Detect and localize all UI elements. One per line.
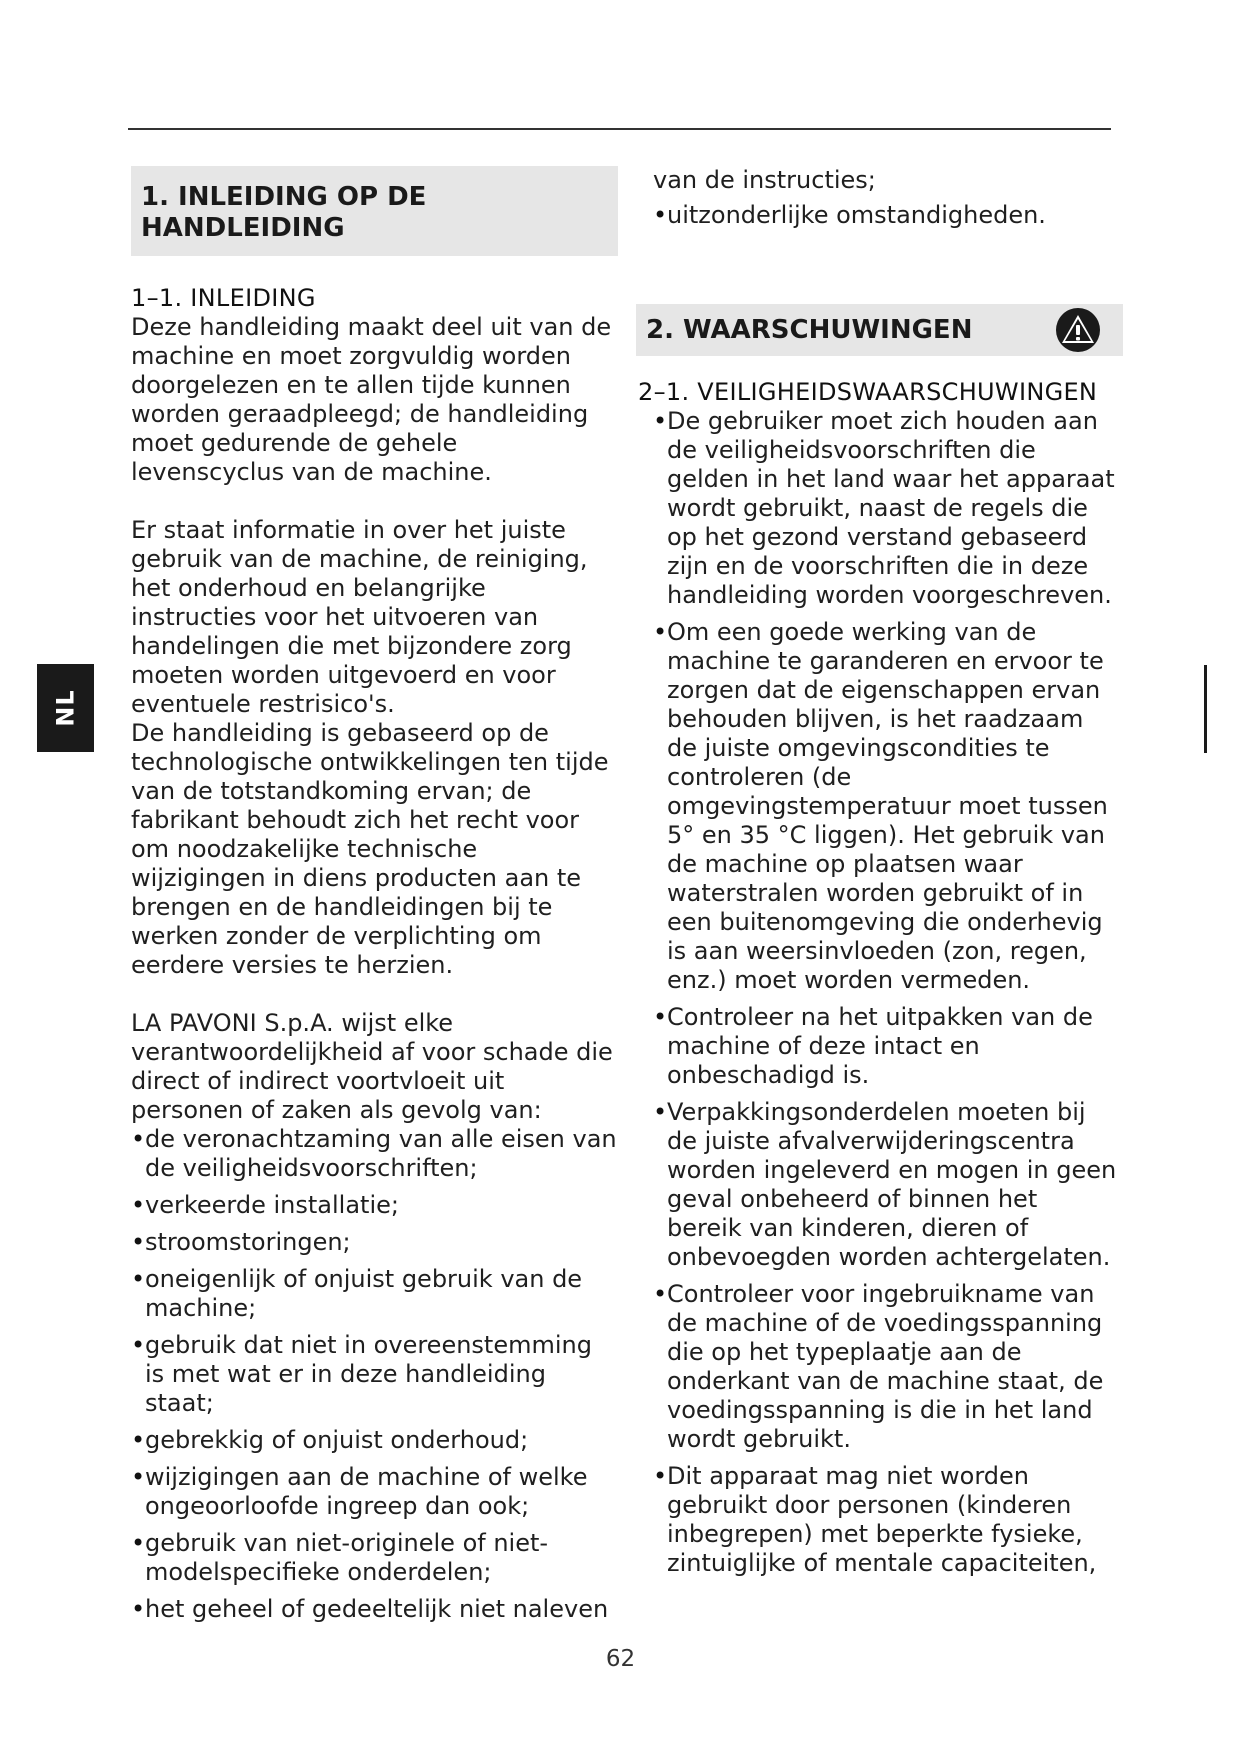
right-column (638, 166, 1126, 238)
intro-paragraph-3: De handleiding is gebaseerd op de technologische ontwikkelingen ten tijde van de totstandkoming ervan; de fabrikant behoudt zich het recht voor om noodzakelijke technische wijzigingen in diens producten aan te brengen en de handleidingen bij te werken zonder de verplichting om eerdere versies te herzien. (131, 719, 609, 979)
page-number: 62 (605, 1646, 636, 1672)
section-1-heading-line1: 1. INLEIDING OP DE (141, 182, 427, 212)
list-item: • het geheel of gedeeltelijk niet naleven (131, 1595, 618, 1624)
list-item: • stroomstoringen; (131, 1228, 618, 1257)
section-2-heading-text: 2. WAARSCHUWINGEN (646, 314, 973, 345)
liability-paragraph: LA PAVONI S.p.A. wijst elke verantwoordelijkheid af voor schade die direct of indirect voortvloeit uit personen of zaken als gevolg van: (131, 1009, 613, 1124)
list-item: • gebruik dat niet in overeenstemming is met wat er in deze handleiding staat; (131, 1331, 618, 1418)
list-item: • gebrekkig of onjuist onderhoud; (131, 1426, 618, 1455)
list-item: • de veronachtzaming van alle eisen van de veiligheidsvoorschriften; (131, 1125, 618, 1183)
list-item: • wijzigingen aan de machine of welke ongeoorloofde ingreep dan ook; (131, 1463, 618, 1521)
intro-paragraph-2: Er staat informatie in over het juiste gebruik van de machine, de reiniging, het onderhoud en belangrijke instructies voor het uitvoeren van handelingen die met bijzondere zorg moeten worden uitgevoerd en voor eventuele restrisico's. (131, 516, 588, 718)
intro-paragraph-1: Deze handleiding maakt deel uit van de machine en moet zorgvuldig worden doorgelezen en te allen tijde kunnen worden geraadpleegd; de handleiding moet gedurende de gehele levenscyclus van de machine. (131, 313, 612, 486)
list-item: • uitzonderlijke omstandigheden. (653, 201, 1126, 230)
list-item: • verkeerde installatie; (131, 1191, 618, 1220)
page-edge-marker (1204, 665, 1207, 753)
section-2-heading (636, 304, 1123, 356)
list-item: • Controleer voor ingebruikname van de machine of de voedingsspanning die op het typeplaatje aan de onderkant van de machine staat, de voedingsspanning is die in het land wordt gebruikt. (653, 1280, 1118, 1454)
left-column (131, 166, 618, 1632)
list-item: • De gebruiker moet zich houden aan de veiligheidsvoorschriften die gelden in het land waar het apparaat wordt gebruikt, naast de regels die op het gezond verstand gebaseerd zijn en de voorschriften die in deze handleiding worden voorgeschreven. (653, 407, 1118, 610)
section-1-heading-line2: HANDLEIDING (141, 213, 345, 243)
list-item: • gebruik van niet-originele of niet-modelspecifieke onderdelen; (131, 1529, 618, 1587)
list-item: • Verpakkingsonderdelen moeten bij de juiste afvalverwijderingscentra worden ingeleverd en mogen in geen geval onbeheerd of binnen het bereik van kinderen, dieren of onbevoegden worden achtergelaten. (653, 1098, 1118, 1272)
safety-warnings-list (638, 407, 1118, 1578)
header-rule (128, 128, 1111, 130)
list-item: • Controleer na het uitpakken van de machine of deze intact en onbeschadigd is. (653, 1003, 1118, 1090)
section-1-1-subheading: 1–1. INLEIDING (131, 284, 316, 312)
liability-list (131, 1125, 618, 1624)
list-item: • Om een goede werking van de machine te garanderen en ervoor te zorgen dat de eigenschappen ervan behouden blijven, is het raadzaam de juiste omgevingscondities te controleren (de omgevingstemperatuur moet tussen 5° en 35 °C liggen). Het gebruik van de machine op plaatsen waar waterstralen worden gebruikt of in een buitenomgeving die onderhevig is aan weersinvloeden (zon, regen, enz.) moet worden vermeden. (653, 618, 1118, 995)
warning-triangle-icon (1055, 307, 1101, 353)
list-item: • oneigenlijk of onjuist gebruik van de machine; (131, 1265, 618, 1323)
language-tab-label: NL (51, 689, 80, 727)
list-item: • Dit apparaat mag niet worden gebruikt door personen (kinderen inbegrepen) met beperkte fysieke, zintuiglijke of mentale capaciteiten, (653, 1462, 1118, 1578)
section-1-heading (131, 166, 618, 256)
continued-list (638, 201, 1126, 230)
section-2-1-subheading: 2–1. VEILIGHEIDSWAARSCHUWINGEN (638, 378, 1098, 406)
continued-line: van de instructies; (653, 166, 876, 194)
language-tab (37, 664, 94, 752)
section-2-body (638, 378, 1118, 1586)
